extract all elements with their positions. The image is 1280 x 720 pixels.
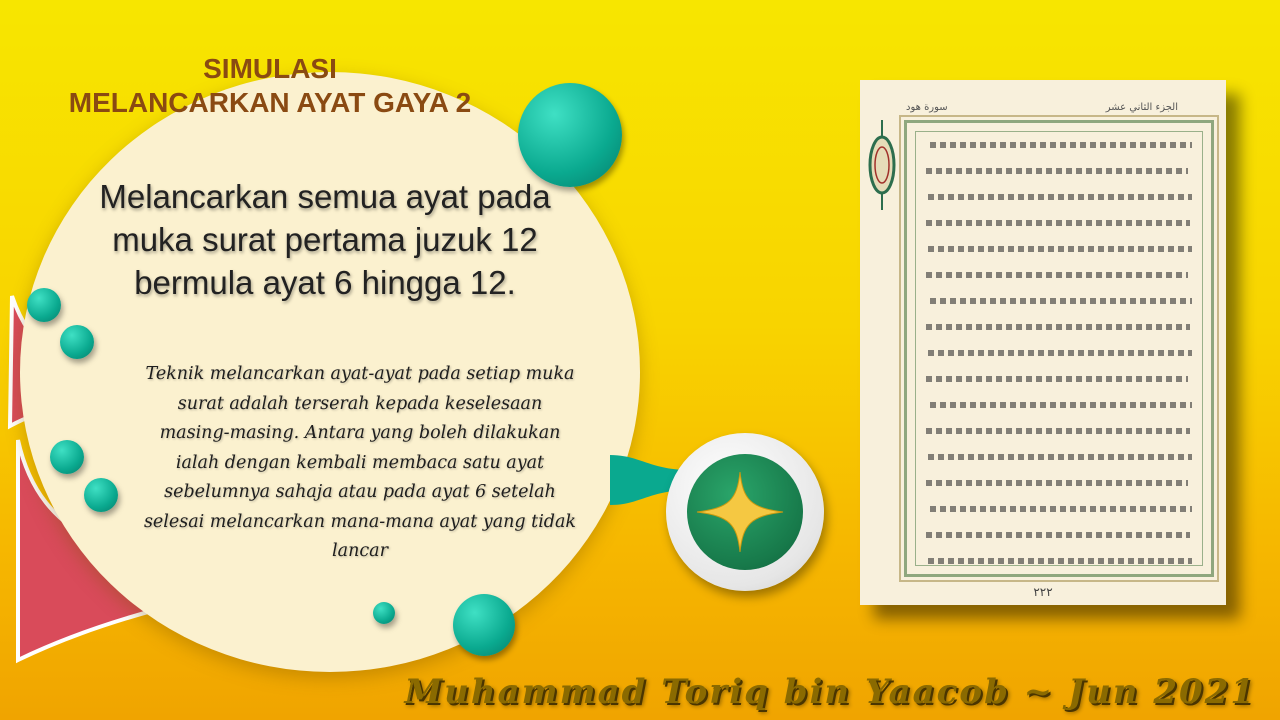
main-instruction: Melancarkan semua ayat pada muka surat pertama juzuk 12 bermula ayat 6 hingga 12. — [99, 178, 551, 301]
technique-paragraph: Teknik melancarkan ayat-ayat pada setiap muka surat adalah terserah kepada keselesaan masing-masing. Antara yang boleh dilakukan ialah dengan kembali membaca satu ayat sebelumnya sahaja atau pada ayat 6 setelah selesai melancarkan mana-mana ayat yang tidak lancar — [143, 364, 577, 561]
teal-dot — [373, 602, 395, 624]
teal-dot — [453, 594, 515, 656]
teal-dot — [518, 83, 622, 187]
teal-dot — [60, 325, 94, 359]
quran-page-frame — [904, 120, 1214, 577]
teal-dot — [84, 478, 118, 512]
ornament-icon — [868, 120, 896, 210]
quran-header-right: الجزء الثاني عشر — [1105, 102, 1178, 113]
star-icon — [695, 470, 785, 554]
title-line1: SIMULASI — [203, 53, 337, 84]
quran-header-left: سورة هود — [906, 102, 948, 113]
title-line2: MELANCARKAN AYAT GAYA 2 — [68, 87, 472, 118]
author-credit: Muhammad Toriq bin Yaacob ~ Jun 2021 — [404, 672, 1256, 712]
teal-dot — [50, 440, 84, 474]
quran-page-image — [860, 80, 1226, 605]
page-title — [40, 52, 500, 120]
teal-dot — [27, 288, 61, 322]
quran-page-number: ٢٢٢ — [1033, 585, 1053, 599]
